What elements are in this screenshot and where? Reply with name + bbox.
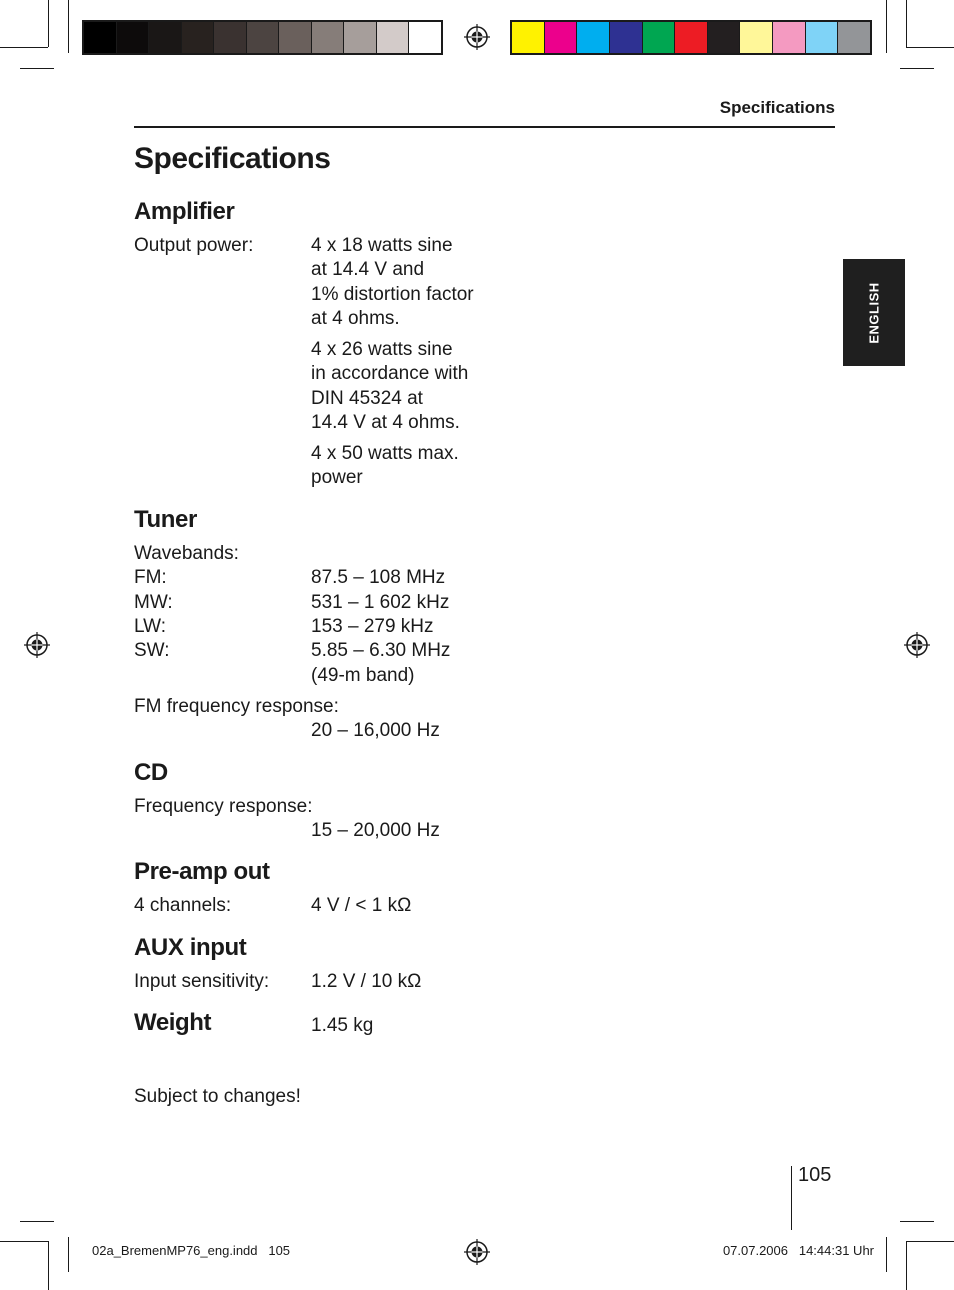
output-power-line: at 4 ohms. xyxy=(311,308,400,329)
crop-mark xyxy=(900,68,934,69)
band-label-sw: SW: xyxy=(134,640,170,661)
output-power-line: at 14.4 V and xyxy=(311,259,425,280)
aux-sensitivity-label: Input sensitivity: xyxy=(134,971,270,992)
crop-mark xyxy=(68,0,69,53)
color-swatch xyxy=(675,22,707,53)
band-label-lw: LW: xyxy=(134,616,167,637)
output-power-line: 4 x 50 watts max. xyxy=(311,443,459,464)
output-power-label: Output power: xyxy=(134,235,254,256)
crop-mark xyxy=(886,0,887,53)
slug-timestamp: 07.07.2006 14:44:31 Uhr xyxy=(722,1243,874,1258)
output-power-line: DIN 45324 at xyxy=(311,388,423,409)
preamp-channels-label: 4 channels: xyxy=(134,895,232,916)
band-label-fm: FM: xyxy=(134,567,167,588)
color-swatch xyxy=(512,22,544,53)
language-tab-label: ENGLISH xyxy=(866,281,882,344)
color-swatch xyxy=(247,22,279,53)
registration-mark-icon xyxy=(24,632,50,658)
sw-band-note: (49-m band) xyxy=(311,665,415,686)
color-swatch xyxy=(344,22,376,53)
color-swatch xyxy=(545,22,577,53)
crop-mark xyxy=(48,0,49,47)
wavebands-label: Wavebands: xyxy=(134,543,239,564)
output-power-line: 4 x 26 watts sine xyxy=(311,339,453,360)
fm-response-value: 20 – 16,000 Hz xyxy=(311,720,440,741)
color-swatch xyxy=(610,22,642,53)
section-title-aux: AUX input xyxy=(134,934,247,961)
crop-mark xyxy=(0,47,48,48)
crop-mark xyxy=(886,1237,887,1272)
crop-mark xyxy=(20,68,54,69)
color-swatch xyxy=(806,22,838,53)
registration-mark-icon xyxy=(464,24,490,50)
color-swatch xyxy=(643,22,675,53)
band-value-mw: 531 – 1 602 kHz xyxy=(311,592,450,613)
color-swatch xyxy=(377,22,409,53)
section-title-tuner: Tuner xyxy=(134,506,197,533)
band-value-fm: 87.5 – 108 MHz xyxy=(311,567,446,588)
preamp-channels-value: 4 V / < 1 kΩ xyxy=(311,895,412,916)
section-title-weight: Weight xyxy=(134,1009,212,1036)
color-swatch xyxy=(279,22,311,53)
color-swatch xyxy=(409,22,441,53)
color-swatch xyxy=(740,22,772,53)
section-title-amplifier: Amplifier xyxy=(134,198,235,225)
output-power-line: 1% distortion factor xyxy=(311,284,474,305)
color-swatch xyxy=(149,22,181,53)
crop-mark xyxy=(0,1241,48,1242)
page-title: Specifications xyxy=(134,142,331,175)
slug-file-name: 02a_BremenMP76_eng.indd 105 xyxy=(92,1243,291,1258)
crop-mark xyxy=(906,1241,954,1242)
color-swatch xyxy=(214,22,246,53)
weight-value: 1.45 kg xyxy=(311,1015,374,1036)
registration-mark-icon xyxy=(904,632,930,658)
cd-response-label: Frequency response: xyxy=(134,796,313,817)
output-power-line: 4 x 18 watts sine xyxy=(311,235,453,256)
crop-mark xyxy=(48,1241,49,1290)
crop-mark xyxy=(68,1237,69,1272)
section-title-preamp: Pre-amp out xyxy=(134,858,270,885)
running-header-title: Specifications xyxy=(719,98,835,117)
section-title-cd: CD xyxy=(134,759,168,786)
color-swatch xyxy=(117,22,149,53)
process-color-bar xyxy=(510,20,872,55)
color-swatch xyxy=(773,22,805,53)
language-tab xyxy=(843,259,905,366)
page-number-rule xyxy=(791,1166,792,1230)
output-power-line: 14.4 V at 4 ohms. xyxy=(311,412,460,433)
crop-mark xyxy=(906,47,954,48)
color-swatch xyxy=(577,22,609,53)
color-swatch xyxy=(312,22,344,53)
color-swatch xyxy=(838,22,870,53)
header-rule xyxy=(134,126,835,128)
cd-response-value: 15 – 20,000 Hz xyxy=(311,820,440,841)
color-swatch xyxy=(182,22,214,53)
page-number: 105 xyxy=(798,1164,832,1186)
color-swatch xyxy=(708,22,740,53)
color-swatch xyxy=(84,22,116,53)
band-label-mw: MW: xyxy=(134,592,173,613)
aux-sensitivity-value: 1.2 V / 10 kΩ xyxy=(311,971,422,992)
band-value-lw: 153 – 279 kHz xyxy=(311,616,434,637)
crop-mark xyxy=(906,1241,907,1290)
grayscale-color-bar xyxy=(82,20,443,55)
output-power-line: in accordance with xyxy=(311,363,469,384)
output-power-line: power xyxy=(311,467,363,488)
crop-mark xyxy=(906,0,907,47)
crop-mark xyxy=(20,1221,54,1222)
registration-mark-icon xyxy=(464,1239,490,1265)
crop-mark xyxy=(900,1221,934,1222)
subject-to-changes-note: Subject to changes! xyxy=(134,1086,301,1107)
band-value-sw: 5.85 – 6.30 MHz xyxy=(311,640,451,661)
fm-response-label: FM frequency response: xyxy=(134,696,339,717)
